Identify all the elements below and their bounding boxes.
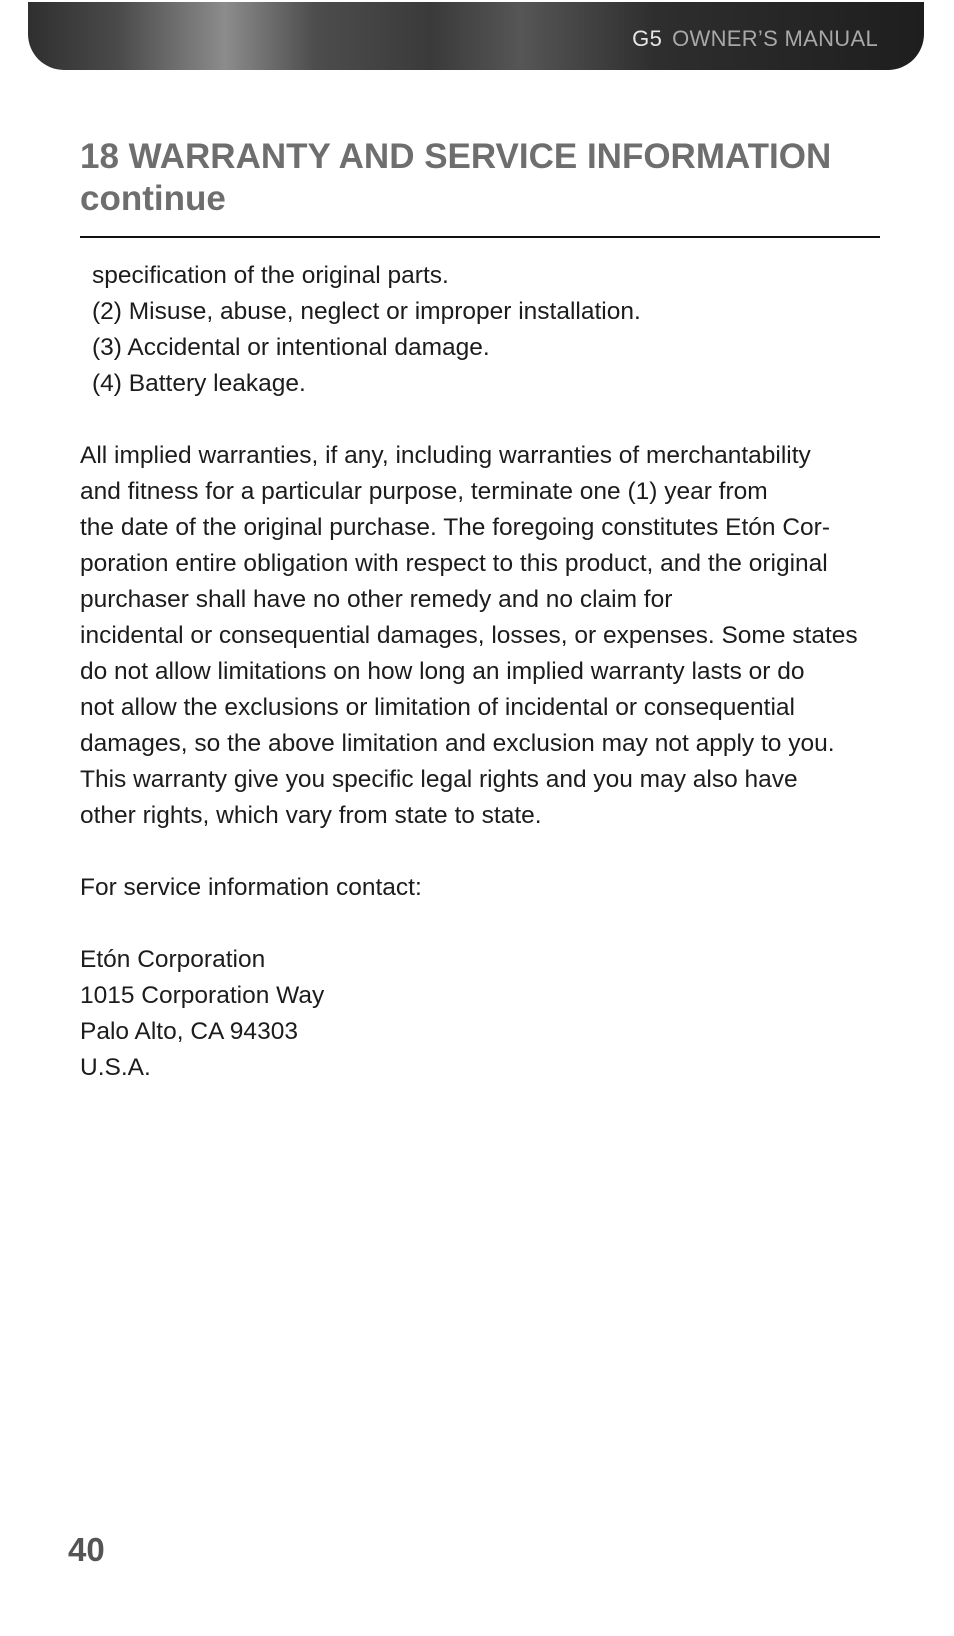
exclusion-item: (2) Misuse, abuse, neglect or improper installation. <box>92 298 641 325</box>
page-number: 40 <box>68 1531 105 1568</box>
address-block <box>80 942 780 1086</box>
paragraph-line: purchaser shall have no other remedy and no claim for <box>80 586 673 613</box>
paragraph-line: the date of the original purchase. The foregoing constitutes Etón Cor- <box>80 514 830 541</box>
address-street: 1015 Corporation Way <box>80 982 325 1009</box>
paragraph-line: poration entire obligation with respect to this product, and the original <box>80 550 828 577</box>
paragraph-line: All implied warranties, if any, including warranties of merchantability <box>80 442 811 469</box>
section-title-continue: continue <box>80 179 226 218</box>
address-city: Palo Alto, CA 94303 <box>80 1018 298 1045</box>
paragraph-line: This warranty give you specific legal rights and you may also have <box>80 766 798 793</box>
section-title-line: 18 WARRANTY AND SERVICE INFORMATION <box>80 137 832 176</box>
exclusions-list <box>92 258 882 402</box>
exclusion-item: specification of the original parts. <box>92 262 449 289</box>
header-manual-label: OWNER’S MANUAL <box>672 26 878 51</box>
address-company: Etón Corporation <box>80 946 266 973</box>
paragraph-line: other rights, which vary from state to state. <box>80 802 542 829</box>
paragraph-line: not allow the exclusions or limitation of incidental or consequential <box>80 694 795 721</box>
warranty-paragraph <box>80 438 884 834</box>
section-title <box>80 136 880 220</box>
paragraph-line: incidental or consequential damages, losses, or expenses. Some states <box>80 622 858 649</box>
exclusion-item: (3) Accidental or intentional damage. <box>92 334 490 361</box>
exclusion-item: (4) Battery leakage. <box>92 370 306 397</box>
paragraph-line: and fitness for a particular purpose, terminate one (1) year from <box>80 478 768 505</box>
title-divider <box>80 236 880 238</box>
header-model: G5 <box>632 26 663 51</box>
header-band <box>28 2 924 70</box>
paragraph-line: do not allow limitations on how long an implied warranty lasts or do <box>80 658 805 685</box>
contact-intro: For service information contact: <box>80 874 422 901</box>
address-country: U.S.A. <box>80 1054 151 1081</box>
paragraph-line: damages, so the above limitation and exclusion may not apply to you. <box>80 730 835 757</box>
running-header <box>632 26 878 52</box>
